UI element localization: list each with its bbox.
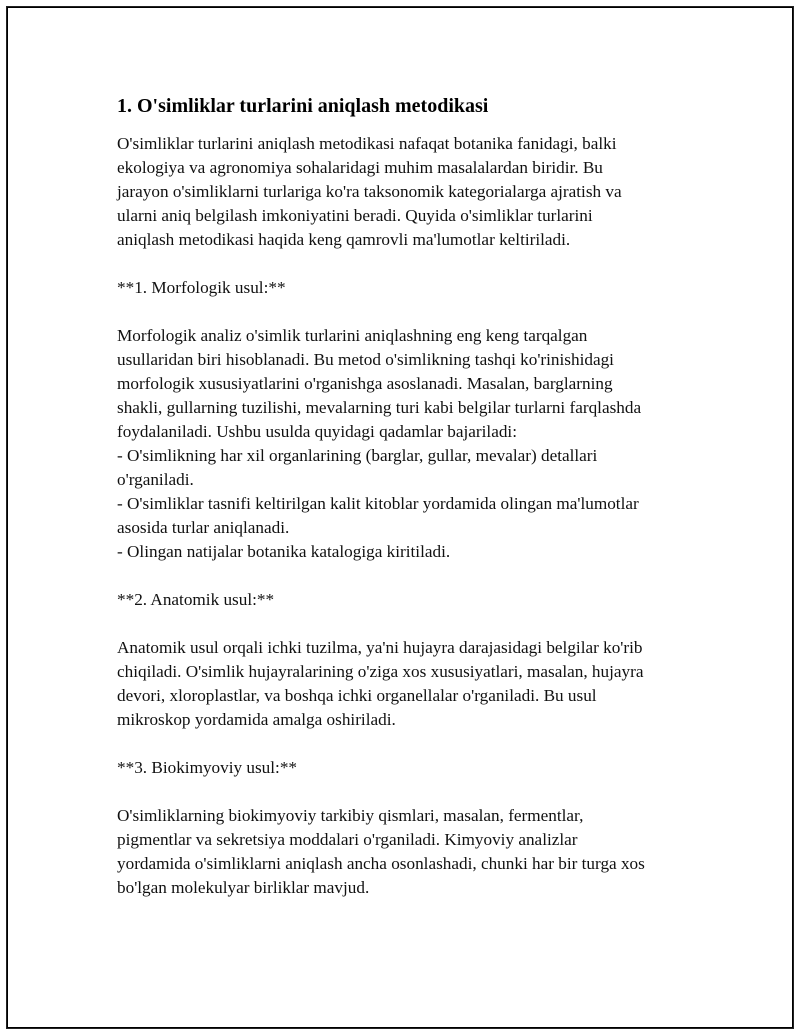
spacer [117, 612, 697, 636]
section-body-anatomik: Anatomik usul orqali ichki tuzilma, ya'ni hujayra darajasidagi belgilar ko'rib chiqiladi. O'simlik hujayralarining o'ziga xos xususiyatlari, masalan, hujayra devori, xloroplastlar, va boshqa ichki organellalar o'rganiladi. Bu usul mikroskop yordamida amalga oshiriladi. [117, 638, 644, 729]
spacer [117, 780, 697, 804]
section-heading-morfologik: **1. Morfologik usul:** [117, 278, 286, 297]
document-content [117, 92, 697, 900]
document-title: 1. O'simliklar turlarini aniqlash metodikasi [117, 95, 489, 117]
spacer [117, 732, 697, 756]
section-body-biokimyoviy: O'simliklarning biokimyoviy tarkibiy qismlari, masalan, fermentlar, pigmentlar va sekretsiya moddalari o'rganiladi. Kimyoviy analizlar yordamida o'simliklarni aniqlash ancha osonlashadi, chunki har bir turga xos bo'lgan molekulyar birliklar mavjud. [117, 806, 645, 897]
intro-paragraph: O'simliklar turlarini aniqlash metodikasi nafaqat botanika fanidagi, balki ekologiya va agronomiya sohalaridagi muhim masalalardan biridir. Bu jarayon o'simliklarni turlariga ko'ra taksonomik kategorialarga ajratish va ularni aniq belgilash imkoniyatini beradi. Quyida o'simliklar turlarini aniqlash metodikasi haqida keng qamrovli ma'lumotlar keltiriladi. [117, 134, 622, 249]
section-heading-anatomik: **2. Anatomik usul:** [117, 590, 275, 609]
spacer [117, 300, 697, 324]
section-heading-biokimyoviy: **3. Biokimyoviy usul:** [117, 758, 298, 777]
section-body-morfologik: Morfologik analiz o'simlik turlarini aniqlashning eng keng tarqalgan usullaridan biri hisoblanadi. Bu metod o'simlikning tashqi ko'rinishidagi morfologik xususiyatlarini o'rganishga asoslanadi. Masalan, barglarning shakli, gullarning tuzilishi, mevalarning turi kabi belgilar turlarni farqlashda foydalaniladi. Ushbu usulda quyidagi qadamlar bajariladi: - O'simlikning har xil organlarining (barglar, gullar, mevalar) detallari o'rganiladi. - O'simliklar tasnifi keltirilgan kalit kitoblar yordamida olingan ma'lumotlar asosida turlar aniqlanadi. - Olingan natijalar botanika katalogiga kiritiladi. [117, 326, 642, 561]
spacer [117, 252, 697, 276]
spacer [117, 564, 697, 588]
